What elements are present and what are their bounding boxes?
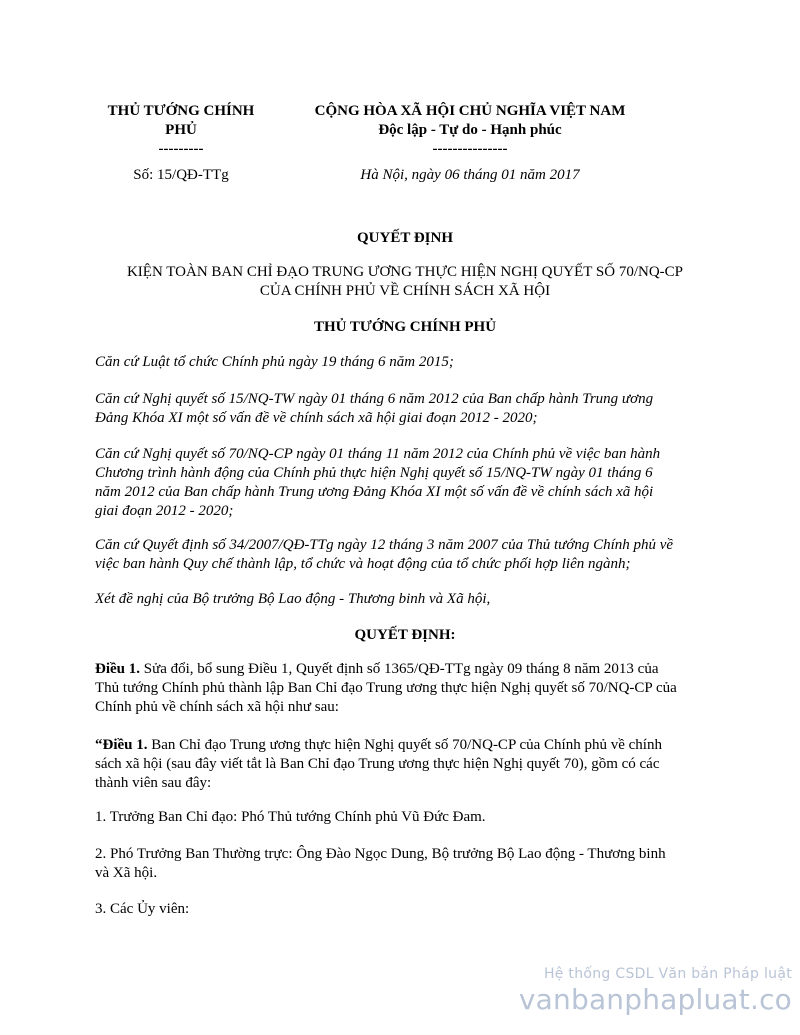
preamble-line: Căn cứ Nghị quyết số 15/NQ-TW ngày 01 tháng 6 năm 2012 của Ban chấp hành Trung ương	[95, 391, 654, 407]
country-name: CỘNG HÒA XÃ HỘI CHỦ NGHĨA VIỆT NAM	[314, 103, 626, 119]
preamble-paragraph	[95, 445, 715, 521]
amended-article-line: sách xã hội (sau đây viết tắt là Ban Chỉ đạo Trung ương thực hiện Nghị quyết 70), gồm có các	[95, 756, 660, 772]
national-header	[290, 102, 650, 159]
issuing-agency-line2: PHỦ	[165, 122, 197, 138]
document-number: Số: 15/QĐ-TTg	[133, 167, 229, 183]
subject-line2: CỦA CHÍNH PHỦ VỀ CHÍNH SÁCH XÃ HỘI	[259, 283, 551, 299]
subject-line1: KIỆN TOÀN BAN CHỈ ĐẠO TRUNG ƯƠNG THỰC HIỆN NGHỊ QUYẾT SỐ 70/NQ-CP	[126, 264, 684, 280]
watermark-site: vanbanphapluat.co	[518, 983, 792, 1016]
member-item-1: 1. Trưởng Ban Chỉ đạo: Phó Thủ tướng Chính phủ Vũ Đức Đam.	[95, 809, 486, 825]
amended-article-line	[95, 736, 715, 755]
preamble-line: Chương trình hành động của Chính phủ thực hiện Nghị quyết số 15/NQ-TW ngày 01 tháng 6	[95, 465, 653, 481]
preamble-paragraph	[95, 590, 715, 609]
member-item-2-line: và Xã hội.	[95, 865, 158, 881]
article-1-line: Thủ tướng Chính phủ thành lập Ban Chỉ đạo Trung ương thực hiện Nghị quyết số 70/NQ-CP của	[95, 680, 677, 696]
issuing-agency-line1: THỦ TƯỚNG CHÍNH	[107, 103, 255, 119]
preamble-line: giai đoạn 2012 - 2020;	[95, 503, 234, 519]
watermark-caption: Hệ thống CSDL Văn bản Pháp luật	[543, 966, 792, 982]
preamble-paragraph	[95, 390, 715, 428]
article-1-text: Sửa đổi, bổ sung Điều 1, Quyết định số 1365/QĐ-TTg ngày 09 tháng 8 năm 2013 của	[140, 661, 659, 677]
article-1-label: Điều 1.	[95, 661, 140, 677]
preamble-line: Đảng Khóa XI một số vấn đề về chính sách xã hội giai đoạn 2012 - 2020;	[95, 410, 538, 426]
preamble-paragraph	[95, 536, 715, 574]
amended-article-label: “Điều 1.	[95, 737, 148, 753]
preamble-line: Xét đề nghị của Bộ trưởng Bộ Lao động - Thương binh và Xã hội,	[95, 591, 491, 607]
document-subject	[95, 263, 715, 301]
preamble-line: việc ban hành Quy chế thành lập, tổ chức và hoạt động của tổ chức phối hợp liên ngành;	[95, 556, 631, 572]
motto-divider: ---------------	[432, 141, 508, 157]
preamble-paragraph	[95, 353, 715, 372]
member-item-3: 3. Các Ủy viên:	[95, 901, 190, 917]
amended-article-line: thành viên sau đây:	[95, 775, 212, 791]
issuing-agency-divider: ---------	[158, 141, 204, 157]
issuing-agency	[95, 102, 267, 159]
amended-article	[95, 736, 715, 793]
decision-heading: QUYẾT ĐỊNH:	[354, 627, 456, 643]
article-1-line	[95, 660, 715, 679]
preamble-line: năm 2012 của Ban chấp hành Trung ương Đảng Khóa XI một số vấn đề về chính sách xã hội	[95, 484, 654, 500]
member-item-2-line: 2. Phó Trưởng Ban Thường trực: Ông Đào Ngọc Dung, Bộ trưởng Bộ Lao động - Thương binh	[95, 846, 666, 862]
preamble-line: Căn cứ Quyết định số 34/2007/QĐ-TTg ngày 12 tháng 3 năm 2007 của Thủ tướng Chính phủ về	[95, 537, 674, 553]
issuing-authority: THỦ TƯỚNG CHÍNH PHỦ	[313, 319, 497, 335]
article-1	[95, 660, 715, 717]
preamble-line: Căn cứ Nghị quyết số 70/NQ-CP ngày 01 tháng 11 năm 2012 của Chính phủ về việc ban hành	[95, 446, 661, 462]
document-title: QUYẾT ĐỊNH	[357, 230, 453, 246]
preamble-line: Căn cứ Luật tổ chức Chính phủ ngày 19 tháng 6 năm 2015;	[95, 354, 454, 370]
member-item-2	[95, 845, 715, 883]
article-1-line: Chính phủ về chính sách xã hội như sau:	[95, 699, 339, 715]
issue-date: Hà Nội, ngày 06 tháng 01 năm 2017	[360, 167, 580, 183]
national-motto: Độc lập - Tự do - Hạnh phúc	[378, 122, 562, 138]
amended-article-text: Ban Chỉ đạo Trung ương thực hiện Nghị quyết số 70/NQ-CP của Chính phủ về chính	[147, 737, 662, 753]
